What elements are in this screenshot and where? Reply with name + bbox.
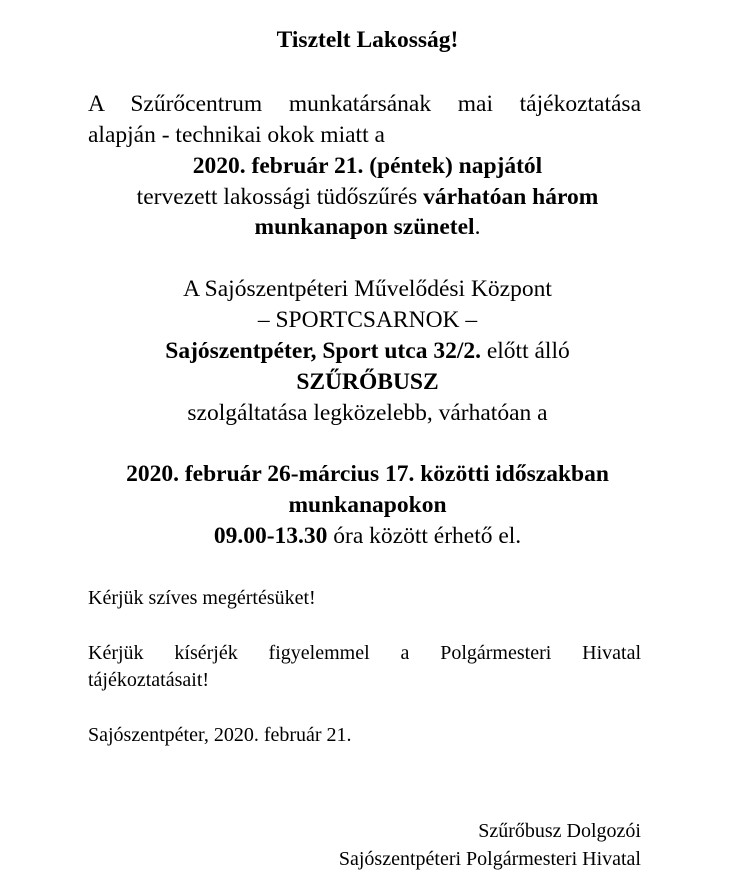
place-date: Sajószentpéter, 2020. február 21. — [88, 724, 352, 746]
request-follow-line2: tájékoztatásait! — [88, 669, 210, 691]
para1-line4 — [0, 183, 735, 211]
para3-workdays: munkanapokon — [288, 492, 447, 518]
para2-bus: SZŰRŐBUSZ — [296, 369, 439, 395]
para3-time-bold: 09.00-13.30 — [213, 523, 328, 549]
para3-period: 2020. február 26-március 17. közötti időszakban — [126, 461, 609, 487]
para1-line1: A Szűrőcentrum munkatársának mai tájékoztatása — [88, 91, 641, 117]
request-follow-line1: Kérjük kísérjék figyelemmel a Polgármesteri Hivatal — [88, 642, 641, 664]
para2-address-rest: előtt álló — [480, 338, 570, 364]
para2-address — [0, 337, 735, 365]
para3-time-rest: óra között érhető el. — [327, 523, 522, 549]
para2-line5: szolgáltatása legközelebb, várhatóan a — [187, 400, 548, 426]
para1-line5 — [0, 213, 735, 241]
notice-title: Tisztelt Lakosság! — [276, 27, 459, 53]
para3-time — [0, 522, 735, 550]
para2-address-bold: Sajószentpéter, Sport utca 32/2. — [165, 338, 481, 364]
para1-line4-normal: tervezett lakossági tüdőszűrés — [136, 184, 424, 210]
para2-line2: – SPORTCSARNOK – — [257, 307, 478, 333]
para1-line5-end: . — [474, 214, 481, 240]
para2-line1: A Sajószentpéteri Művelődési Központ — [183, 276, 552, 302]
para1-line4-bold: várhatóan három — [423, 184, 599, 210]
para1-line2: alapján - technikai okok miatt a — [88, 122, 385, 148]
signature-line1: Szűrőbusz Dolgozói — [478, 820, 641, 842]
request-understanding: Kérjük szíves megértésüket! — [88, 587, 316, 609]
para1-date: 2020. február 21. (péntek) napjától — [192, 153, 543, 179]
para1-line5-bold: munkanapon szünetel — [254, 214, 475, 240]
signature-line2: Sajószentpéteri Polgármesteri Hivatal — [338, 848, 641, 870]
